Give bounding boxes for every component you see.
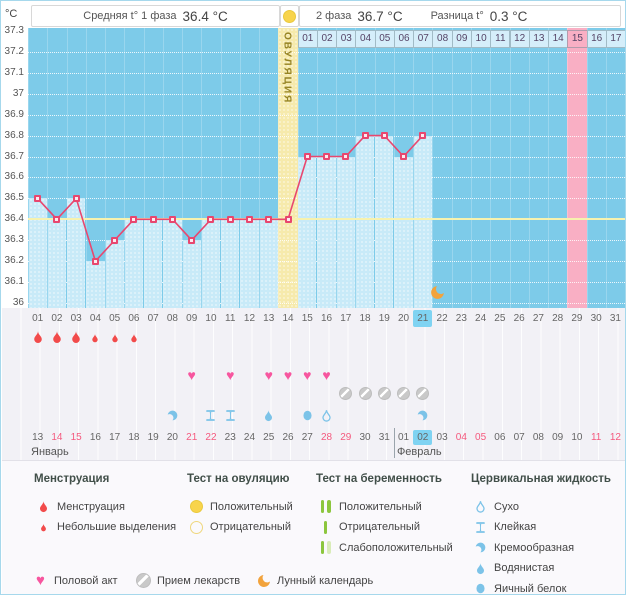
heart-icon: ♥ — [36, 572, 45, 589]
legend-item: Небольшие выделения — [34, 519, 176, 536]
temperature-line — [28, 28, 625, 308]
legend-item: Положительный — [187, 498, 293, 515]
date-cell[interactable]: 30 — [359, 432, 371, 443]
heart-icon: ♥ — [187, 367, 196, 383]
cervical-fluid-marker — [224, 409, 237, 422]
legend-item: Кремообразная — [471, 539, 574, 556]
cervical-fluid-marker — [416, 409, 429, 422]
temp-point[interactable] — [419, 132, 426, 139]
cervical-fluid-marker — [204, 409, 217, 422]
day-number-cell[interactable]: 25 — [494, 313, 506, 324]
sticky-icon — [204, 409, 217, 422]
date-cell[interactable]: 06 — [494, 432, 506, 443]
day-number-cell[interactable]: 12 — [243, 313, 256, 324]
date-cell[interactable]: 25 — [263, 432, 275, 443]
eggwhite-icon — [474, 582, 487, 595]
legend-item: Отрицательный — [316, 519, 420, 536]
spotting-drop-icon — [129, 333, 139, 343]
date-cell[interactable]: 01 — [398, 432, 410, 443]
legend-footer-item: ♥ Половой акт — [36, 572, 118, 589]
menses-heavy-marker — [31, 330, 45, 344]
menstruation-drop-icon — [69, 330, 83, 344]
heart-icon: ♥ — [264, 367, 273, 383]
phase2-day-cell[interactable]: 03 — [336, 30, 356, 48]
temp-point[interactable] — [34, 195, 41, 202]
day-number-cell[interactable]: 13 — [263, 313, 275, 324]
ovulation-positive-icon — [283, 10, 296, 23]
legend-group-title: Тест на овуляцию — [187, 473, 290, 485]
date-cell[interactable]: 19 — [147, 432, 159, 443]
date-cell[interactable]: 03 — [436, 432, 448, 443]
phase2-day-cell[interactable]: 01 — [298, 30, 318, 48]
day-number-cell[interactable]: 18 — [359, 313, 371, 324]
date-cell[interactable]: 05 — [475, 432, 487, 443]
sticky-icon — [224, 409, 237, 422]
temp-point[interactable] — [400, 153, 407, 160]
legend-footer-item: Прием лекарств — [134, 572, 240, 589]
temp-point[interactable] — [362, 132, 369, 139]
month-separator — [394, 428, 395, 458]
phase2-day-cell[interactable]: 17 — [606, 30, 626, 48]
menstruation-drop-icon — [37, 500, 50, 513]
temp-point[interactable] — [169, 216, 176, 223]
date-cell[interactable]: 09 — [552, 432, 564, 443]
date-cell[interactable]: 20 — [166, 432, 178, 443]
date-cell[interactable]: 15 — [70, 432, 82, 443]
day-number-cell[interactable]: 30 — [590, 313, 602, 324]
legend-footer-item: Лунный календарь — [254, 572, 373, 589]
medication-marker — [359, 387, 372, 400]
phase2-day-cell[interactable]: 07 — [413, 30, 433, 48]
temp-point[interactable] — [265, 216, 272, 223]
intercourse-marker — [299, 367, 315, 383]
phase2-day-cell[interactable]: 14 — [548, 30, 568, 48]
day-number-cell[interactable]: 19 — [378, 313, 390, 324]
phase2-day-cell[interactable]: 05 — [375, 30, 395, 48]
y-axis-tick: 37 — [12, 87, 24, 99]
sticky-icon — [474, 521, 487, 534]
medication-marker — [339, 387, 352, 400]
y-axis-tick: 37.1 — [4, 66, 24, 78]
phase2-day-cell[interactable]: 16 — [587, 30, 607, 48]
spotting-drop-icon — [90, 333, 100, 343]
day-number-cell[interactable]: 22 — [436, 313, 448, 324]
date-cell[interactable]: 11 — [590, 432, 602, 443]
legend-item: Слабоположительный — [316, 539, 453, 556]
temp-point[interactable] — [188, 237, 195, 244]
day-number-cell[interactable]: 17 — [340, 313, 352, 324]
month-label: Февраль — [396, 446, 442, 458]
pill-icon — [397, 387, 410, 400]
temp-point[interactable] — [73, 195, 80, 202]
day-number-cell[interactable]: 20 — [398, 313, 410, 324]
temp-point[interactable] — [130, 216, 137, 223]
day-number-cell[interactable]: 06 — [128, 313, 140, 324]
date-cell[interactable]: 31 — [378, 432, 390, 443]
phase2-day-cell[interactable]: 08 — [432, 30, 452, 48]
day-number-cell[interactable]: 31 — [609, 313, 621, 324]
day-number-cell[interactable]: 24 — [475, 313, 487, 324]
date-cell[interactable]: 28 — [320, 432, 333, 443]
temp-point[interactable] — [304, 153, 311, 160]
temp-point[interactable] — [342, 153, 349, 160]
watery-drop-icon — [474, 562, 487, 575]
legend-item: Яичный белок — [471, 580, 566, 595]
medication-marker — [397, 387, 410, 400]
intercourse-marker — [280, 367, 296, 383]
temp-point[interactable] — [227, 216, 234, 223]
legend-item: Сухо — [471, 498, 519, 515]
phase2-summary-box — [299, 5, 621, 27]
date-cell[interactable]: 21 — [186, 432, 198, 443]
y-axis-tick: 36 — [12, 296, 24, 308]
day-number-cell[interactable]: 26 — [513, 313, 525, 324]
date-cell[interactable]: 27 — [301, 432, 313, 443]
day-number-cell[interactable]: 01 — [32, 313, 44, 324]
y-axis-tick: 36.4 — [4, 213, 24, 225]
legend-item: Клейкая — [471, 519, 536, 536]
creamy-icon — [474, 541, 487, 554]
menses-light-marker — [129, 333, 139, 343]
date-cell[interactable]: 29 — [340, 432, 352, 443]
date-cell[interactable]: 16 — [89, 432, 101, 443]
menses-heavy-marker — [69, 330, 83, 344]
phase1-value: 36.4 °C — [182, 8, 228, 24]
day-number-cell[interactable]: 05 — [109, 313, 121, 324]
legend-group-title: Тест на беременность — [316, 473, 442, 485]
day-number-cell[interactable]: 03 — [70, 313, 82, 324]
day-number-cell[interactable]: 21 — [417, 313, 429, 324]
y-axis-tick: 36.8 — [4, 129, 24, 141]
day-number-cell[interactable]: 09 — [186, 313, 198, 324]
phase2-day-cell[interactable]: 12 — [510, 30, 530, 48]
cervical-fluid-marker — [166, 409, 179, 422]
y-axis-tick: 36.9 — [4, 108, 24, 120]
moon-icon — [256, 573, 272, 589]
date-cell[interactable]: 22 — [205, 432, 217, 443]
phase2-day-cell[interactable]: 04 — [355, 30, 375, 48]
date-cell[interactable]: 04 — [455, 432, 467, 443]
legend-item: Положительный — [316, 498, 422, 515]
day-number-cell[interactable]: 10 — [205, 313, 217, 324]
temp-point[interactable] — [53, 216, 60, 223]
eggwhite-icon — [301, 409, 314, 422]
heart-icon: ♥ — [283, 367, 293, 383]
phase2-day-cell[interactable]: 09 — [452, 30, 472, 48]
temp-point[interactable] — [111, 237, 118, 244]
pill-icon — [339, 387, 352, 400]
pregnancy-weak-positive-icon — [321, 541, 331, 554]
intercourse-marker — [261, 367, 277, 383]
pregnancy-negative-icon — [324, 521, 328, 534]
y-axis-unit: °C — [5, 8, 18, 20]
legend-group-title: Менструация — [34, 473, 110, 485]
pill-icon — [416, 387, 429, 400]
day-number-cell[interactable]: 28 — [552, 313, 564, 324]
date-cell[interactable]: 26 — [282, 432, 294, 443]
phase2-day-cell[interactable]: 10 — [471, 30, 491, 48]
day-number-cell[interactable]: 08 — [166, 313, 178, 324]
intercourse-marker — [319, 367, 335, 383]
day-number-cell[interactable]: 16 — [320, 313, 333, 324]
medication-marker — [378, 387, 391, 400]
day-number-cell[interactable]: 29 — [571, 313, 583, 324]
creamy-icon — [416, 409, 429, 422]
intercourse-marker — [222, 367, 238, 383]
ovulation-label: ОВУЛЯЦИЯ — [281, 32, 293, 105]
menses-light-marker — [90, 333, 100, 343]
legend-item: Менструация — [34, 498, 125, 515]
phase2-day-cell[interactable]: 11 — [490, 30, 510, 48]
date-cell[interactable]: 07 — [513, 432, 525, 443]
phase2-value: 36.7 °C — [357, 8, 403, 24]
cervical-fluid-marker — [301, 409, 314, 422]
cervical-fluid-marker — [262, 409, 275, 422]
date-cell[interactable]: 18 — [128, 432, 140, 443]
phase2-label: 2 фаза — [316, 10, 352, 22]
ovulation-positive-icon — [190, 500, 203, 513]
date-cell[interactable]: 02 — [417, 432, 429, 443]
y-axis-tick: 36.2 — [4, 255, 24, 267]
moon-icon — [429, 284, 446, 301]
phase1-average-box — [31, 5, 280, 27]
y-axis-tick: 36.7 — [4, 150, 24, 162]
spotting-drop-icon — [39, 523, 48, 532]
phase1-label: Средняя t° 1 фаза — [83, 10, 177, 22]
lunar-marker — [429, 284, 446, 301]
month-label: Январь — [31, 446, 69, 458]
menses-heavy-marker — [50, 330, 64, 344]
legend-item: Водянистая — [471, 560, 554, 577]
y-axis-tick: 37.2 — [4, 45, 24, 57]
phase2-day-cell[interactable]: 15 — [567, 30, 587, 48]
diff-value: 0.3 °C — [489, 8, 528, 24]
date-cell[interactable]: 23 — [224, 432, 236, 443]
phase2-day-cell[interactable]: 02 — [317, 30, 337, 48]
menstruation-drop-icon — [50, 330, 64, 344]
date-cell[interactable]: 13 — [32, 432, 44, 443]
y-axis-tick: 36.6 — [4, 171, 24, 183]
day-number-cell[interactable]: 04 — [89, 313, 101, 324]
day-number-cell[interactable]: 15 — [301, 313, 313, 324]
legend-group-title: Цервикальная жидкость — [471, 473, 611, 485]
pill-icon — [378, 387, 391, 400]
temp-point[interactable] — [285, 216, 292, 223]
diff-label: Разница t° — [430, 10, 484, 22]
pill-icon — [136, 573, 151, 588]
spotting-drop-icon — [110, 333, 120, 343]
heart-icon: ♥ — [226, 367, 235, 383]
watery-drop-icon — [262, 409, 275, 422]
day-number-cell[interactable]: 23 — [455, 313, 467, 324]
y-axis-tick: 37.3 — [4, 25, 24, 36]
menses-light-marker — [110, 333, 120, 343]
menstruation-drop-icon — [31, 330, 45, 344]
day-number-cell[interactable]: 07 — [147, 313, 159, 324]
y-axis-tick: 36.3 — [4, 234, 24, 246]
pregnancy-positive-icon — [321, 500, 331, 513]
heart-icon: ♥ — [322, 367, 331, 383]
temp-point[interactable] — [92, 258, 99, 265]
day-number-cell[interactable]: 02 — [51, 313, 63, 324]
temp-point[interactable] — [207, 216, 214, 223]
date-cell[interactable]: 12 — [609, 432, 621, 443]
medication-marker — [416, 387, 429, 400]
phase2-day-cell[interactable]: 06 — [394, 30, 414, 48]
date-cell[interactable]: 10 — [571, 432, 583, 443]
dry-drop-icon — [320, 409, 333, 422]
day-number-cell[interactable]: 14 — [282, 313, 294, 324]
ovulation-negative-icon — [190, 521, 203, 534]
creamy-icon — [166, 409, 179, 422]
day-number-cell[interactable]: 27 — [532, 313, 544, 324]
temp-point[interactable] — [246, 216, 253, 223]
temp-point[interactable] — [381, 132, 388, 139]
temp-point[interactable] — [323, 153, 330, 160]
legend-item: Отрицательный — [187, 519, 291, 536]
date-cell[interactable]: 08 — [532, 432, 544, 443]
date-cell[interactable]: 24 — [243, 432, 256, 443]
pill-icon — [359, 387, 372, 400]
ovulation-test-box — [280, 5, 299, 27]
date-cell[interactable]: 14 — [51, 432, 63, 443]
phase2-day-cell[interactable]: 13 — [529, 30, 549, 48]
date-cell[interactable]: 17 — [109, 432, 121, 443]
dry-drop-icon — [474, 500, 487, 513]
y-axis-tick: 36.5 — [4, 192, 24, 204]
y-axis-tick: 36.1 — [4, 276, 24, 288]
temp-point[interactable] — [150, 216, 157, 223]
cervical-fluid-marker — [320, 409, 333, 422]
day-number-cell[interactable]: 11 — [225, 313, 236, 324]
heart-icon: ♥ — [303, 367, 312, 383]
intercourse-marker — [184, 367, 200, 383]
